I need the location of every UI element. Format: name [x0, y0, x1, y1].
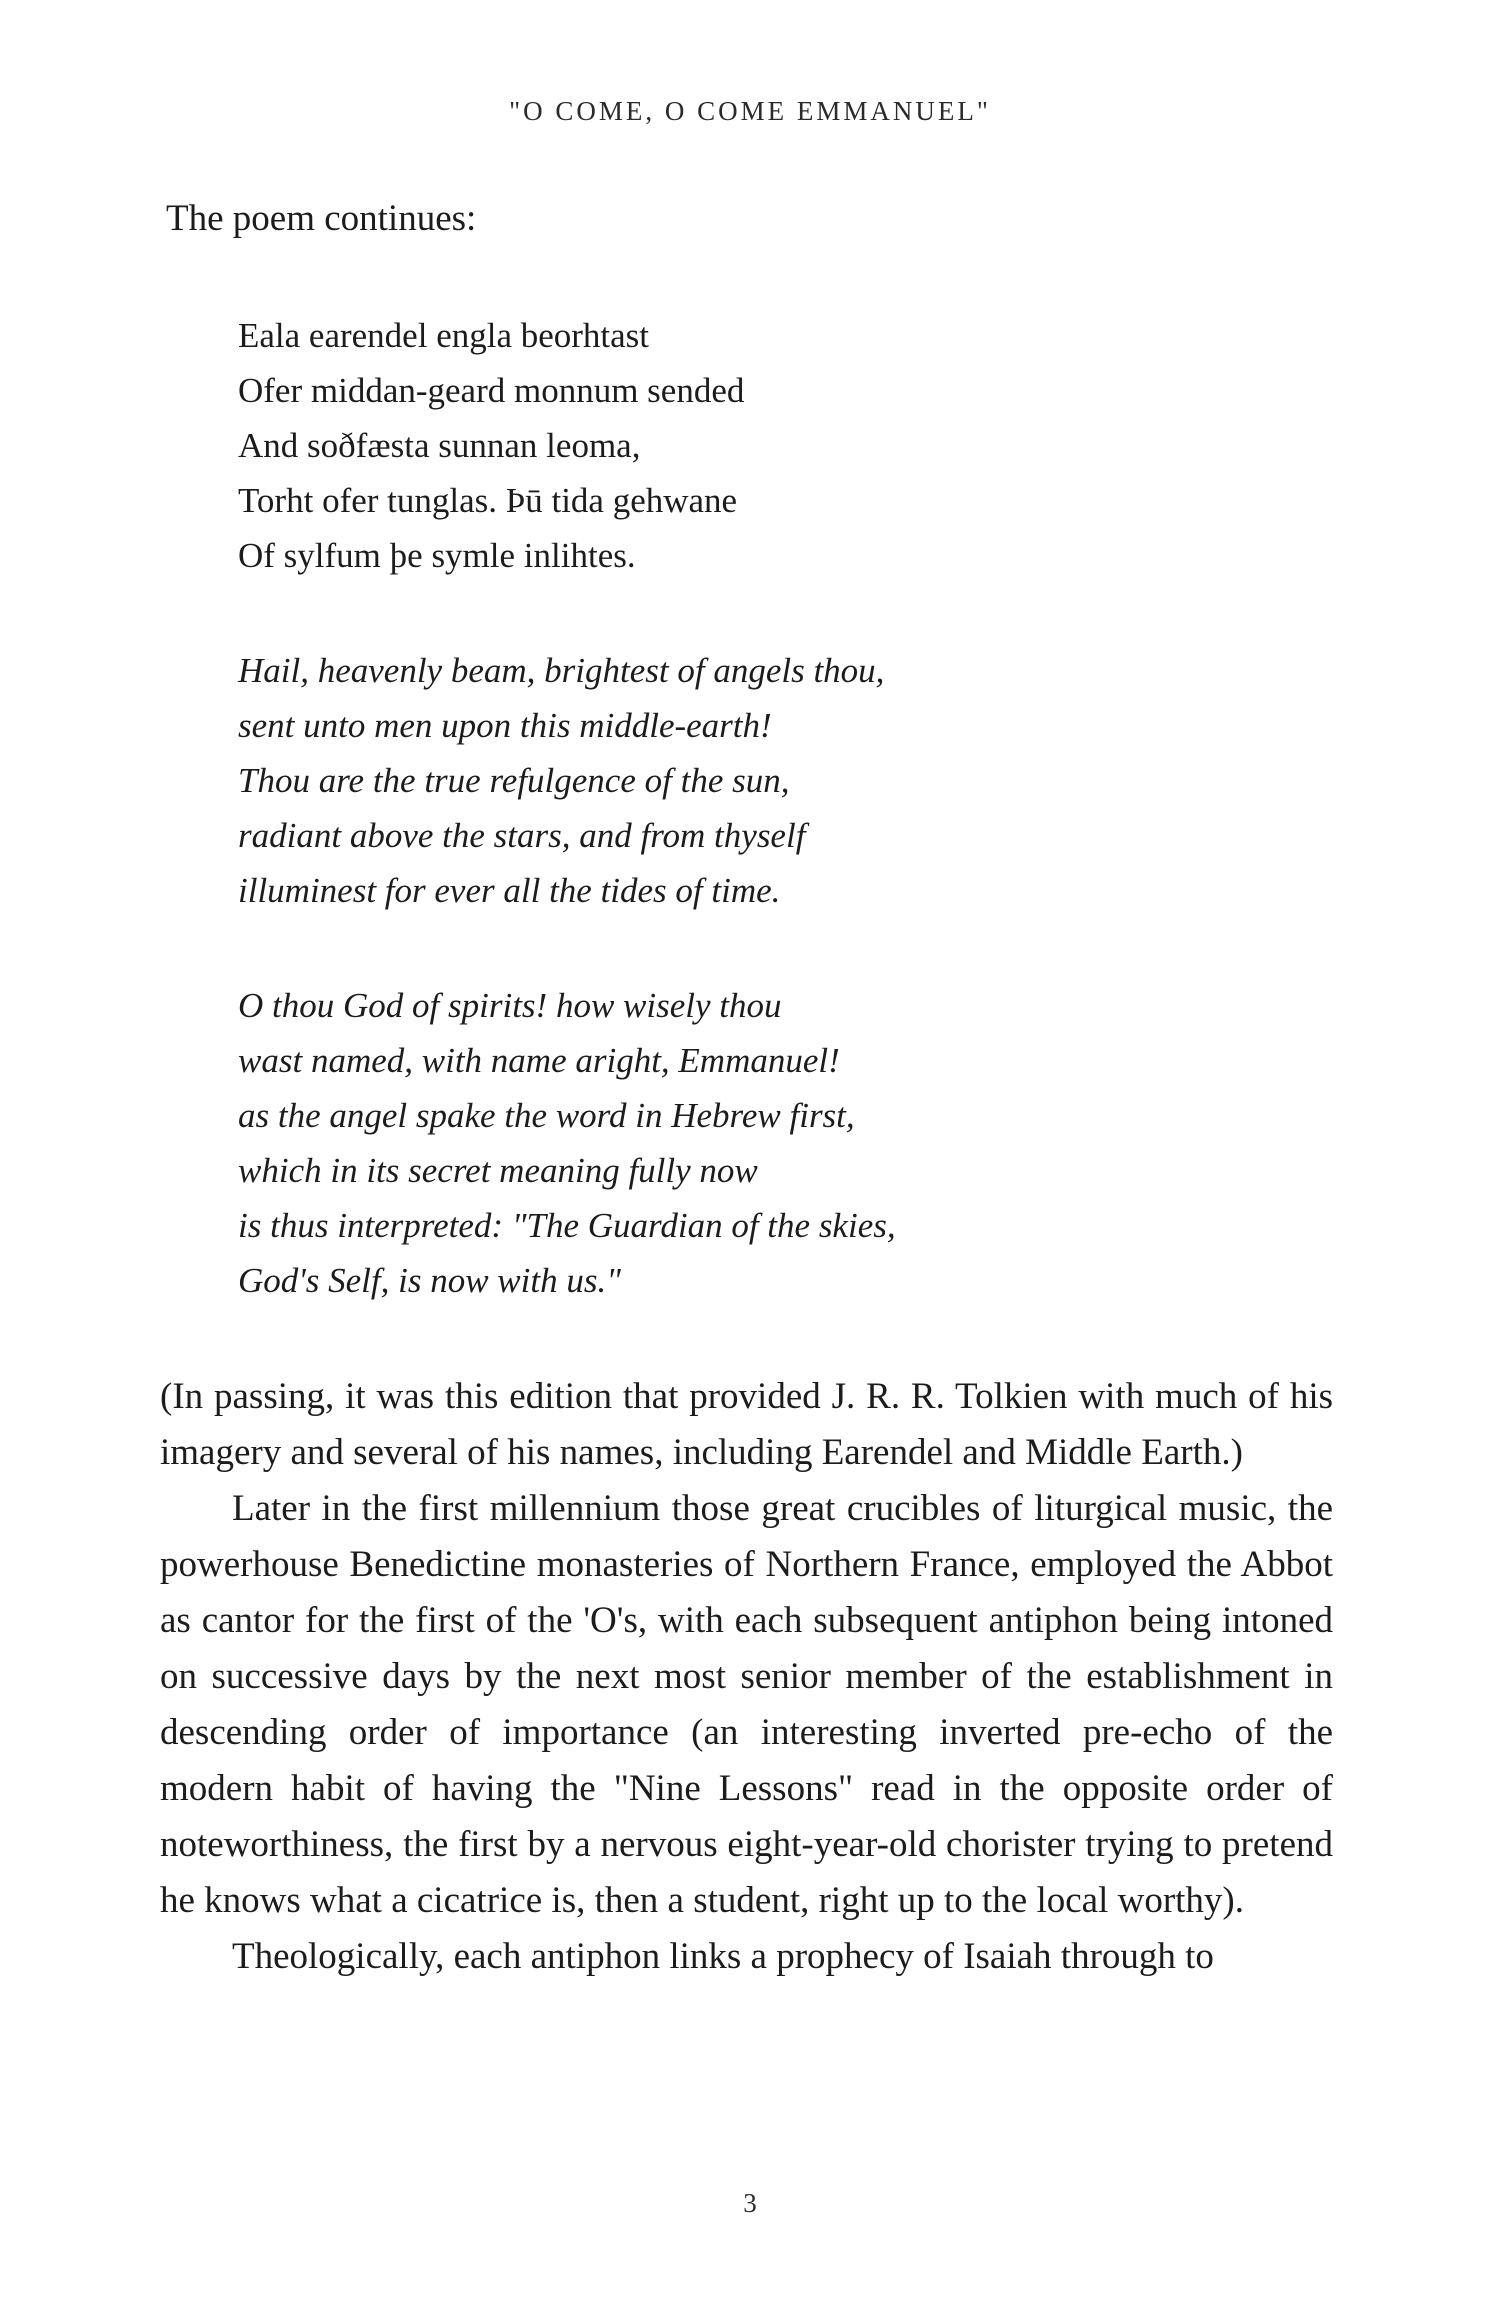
verse-line: Of sylfum þe symle inlihtes. — [238, 536, 636, 575]
verse-line: Ofer middan-geard monnum sended — [238, 371, 745, 410]
verse-line: is thus interpreted: "The Guardian of the skies, — [238, 1206, 896, 1245]
verse-line: Torht ofer tunglas. Þū tida gehwane — [238, 481, 738, 520]
body-text — [160, 1369, 1333, 1985]
verse-line: Hail, heavenly beam, brightest of angels thou, — [238, 651, 885, 690]
running-head: "O COME, O COME EMMANUEL" — [509, 96, 991, 126]
old-english-stanza — [238, 308, 744, 583]
verse-line: radiant above the stars, and from thyself — [238, 816, 806, 855]
verse-line: Eala earendel engla beorhtast — [238, 316, 650, 355]
verse-line: illuminest for ever all the tides of time. — [238, 871, 781, 910]
verse-line: which in its secret meaning fully now — [238, 1151, 758, 1190]
page-number: 3 — [743, 2188, 757, 2218]
verse-line: as the angel spake the word in Hebrew first, — [238, 1096, 855, 1135]
verse-line: O thou God of spirits! how wisely thou — [238, 986, 782, 1025]
verse-line: Thou are the true refulgence of the sun, — [238, 761, 790, 800]
verse-line: sent unto men upon this middle-earth! — [238, 706, 772, 745]
verse-line: God's Self, is now with us." — [238, 1261, 621, 1300]
paragraph-benedictine: Later in the first millennium those great crucibles of liturgical music, the powerhouse Benedictine monasteries of Northern France, employed the Abbot as cantor for the first of the 'O's, with each subsequent antiphon being intoned on successive days by the next most senior member of the establishment in descending order of importance (an interesting inverted pre-echo of the modern habit of having the "Nine Lessons" read in the opposite order of noteworthiness, the first by a nervous eight-year-old chorister trying to pretend he knows what a cicatrice is, then a student, right up to the local worthy). — [160, 1488, 1333, 1921]
verse-line: And soðfæsta sunnan leoma, — [238, 426, 641, 465]
intro-line: The poem continues: — [166, 198, 477, 239]
verse-line: wast named, with name aright, Emmanuel! — [238, 1041, 840, 1080]
translation-stanza-2 — [238, 978, 896, 1308]
translation-stanza-1 — [238, 643, 884, 918]
paragraph-theologically: Theologically, each antiphon links a prophecy of Isaiah through to — [232, 1936, 1214, 1977]
paragraph-tolkien-aside: (In passing, it was this edition that provided J. R. R. Tolkien with much of his imagery and several of his names, including Earendel and Middle Earth.) — [160, 1376, 1333, 1473]
